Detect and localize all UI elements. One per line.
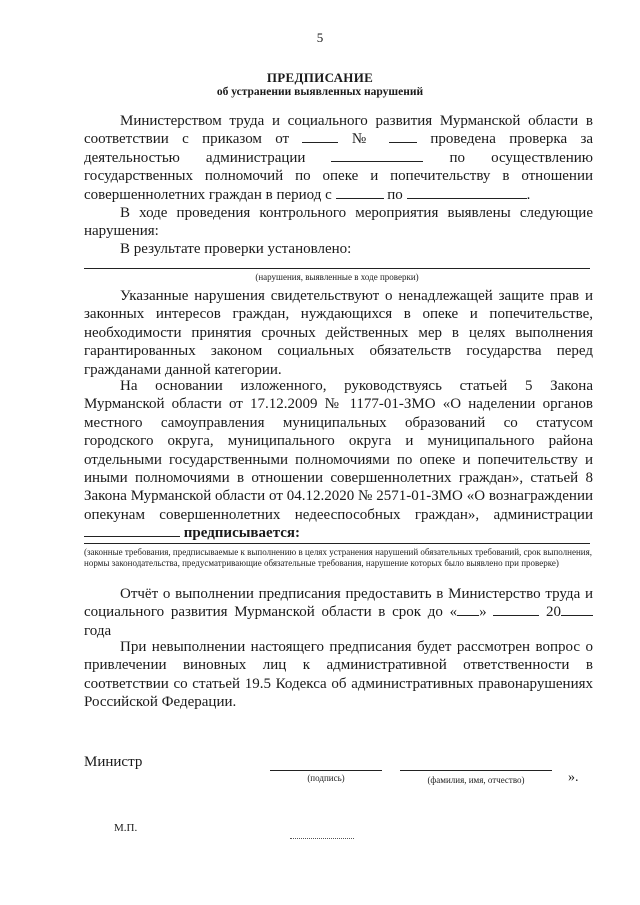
full-name-close: ». — [568, 770, 579, 785]
report-text-2: » — [479, 604, 487, 621]
basis-text: На основании изложенного, руководствуясь статьей 5 Закона Мурманской области от 17.12.2009 № 1177-01-ЗМО «О наделении органов местного самоуправления муниципальных образований со статусом городского округа, муниципального округа и муниципального района отдельными государственными полномочиями по опеке и попечительству и иными полномочиями в отношении совершеннолетних граждан», статьей 8 Закона Мурманской области от 04.12.2020 № 2571-01-ЗМО «О вознаграждении опекунам совершеннолетних недееспособных граждан», администрации — [84, 378, 593, 523]
report-paragraph — [84, 585, 593, 640]
requirements-line — [84, 543, 590, 544]
signer-role: Министр — [84, 754, 143, 770]
full-name-note: (фамилия, имя, отчество) — [427, 775, 525, 785]
report-text-4: года — [84, 622, 112, 639]
stamp-place: М.П. — [114, 822, 138, 834]
document-subtitle: об устранении выявленных нарушений — [216, 86, 424, 98]
report-text-1: Отчёт о выполнении предписания предоставить в Министерство труда и социального развития Мурманской области в срок до « — [84, 586, 593, 621]
period-start-blank — [336, 186, 384, 199]
intro-text-3: проведена проверка за деятельностью администрации — [84, 131, 594, 166]
intro-text-1: Министерством труда и социального развития Мурманской области в соответствии с приказом от — [84, 113, 593, 148]
period-end-blank — [407, 186, 527, 199]
order-date-blank — [302, 130, 338, 143]
intro-text-5: по — [387, 186, 403, 203]
report-text-3: 20 — [546, 604, 562, 621]
intro-text-6: . — [526, 186, 531, 203]
signature-line — [270, 770, 382, 771]
intro-paragraph — [84, 112, 593, 204]
intro-text-4: по осуществлению государственных полномочий по опеке и попечительству в отношении совершеннолетних граждан в период с — [84, 149, 594, 203]
basis-administration-blank — [84, 524, 180, 537]
basis-paragraph — [84, 377, 593, 543]
full-name-line — [400, 770, 552, 771]
prescribed-label: предписывается: — [183, 525, 301, 542]
intro-text-2: № — [351, 131, 376, 148]
report-month-blank — [493, 603, 539, 616]
order-number-blank — [389, 130, 417, 143]
administration-blank — [331, 149, 423, 162]
found-paragraph: В ходе проведения контрольного мероприятия выявлены следующие нарушения: — [84, 205, 593, 240]
violations-line — [84, 268, 590, 269]
signature-note: (подпись) — [307, 773, 345, 783]
evidence-paragraph: Указанные нарушения свидетельствуют о ненадлежащей защите прав и законных интересов граждан, нуждающихся в опеке и попечительстве, необходимости принятия срочных действенных мер в целях выполнения гарантированных законом социальных обязательств государства перед гражданами данной категории. — [84, 288, 593, 378]
page-number: 5 — [316, 30, 324, 45]
failure-paragraph: При невыполнении настоящего предписания будет рассмотрен вопрос о привлечении виновных лиц к административной ответственности в соответствии со статьей 19.5 Кодекса об административных правонарушениях Российской Федерации. — [84, 639, 593, 711]
footer-separator — [290, 838, 354, 839]
report-year-blank — [561, 603, 593, 616]
violations-note: (нарушения, выявленные в ходе проверки) — [255, 272, 419, 282]
requirements-note: (законные требования, предписываемые к выполнению в целях устранения нарушений обязательных требований, срок выполнения, нормы законодательства, предусматривающие обязательные требования, нарушение которых было выявлено при проверке) — [84, 547, 592, 568]
document-title: ПРЕДПИСАНИЕ — [266, 70, 374, 85]
report-day-blank — [457, 603, 479, 616]
result-paragraph: В результате проверки установлено: — [120, 241, 352, 257]
